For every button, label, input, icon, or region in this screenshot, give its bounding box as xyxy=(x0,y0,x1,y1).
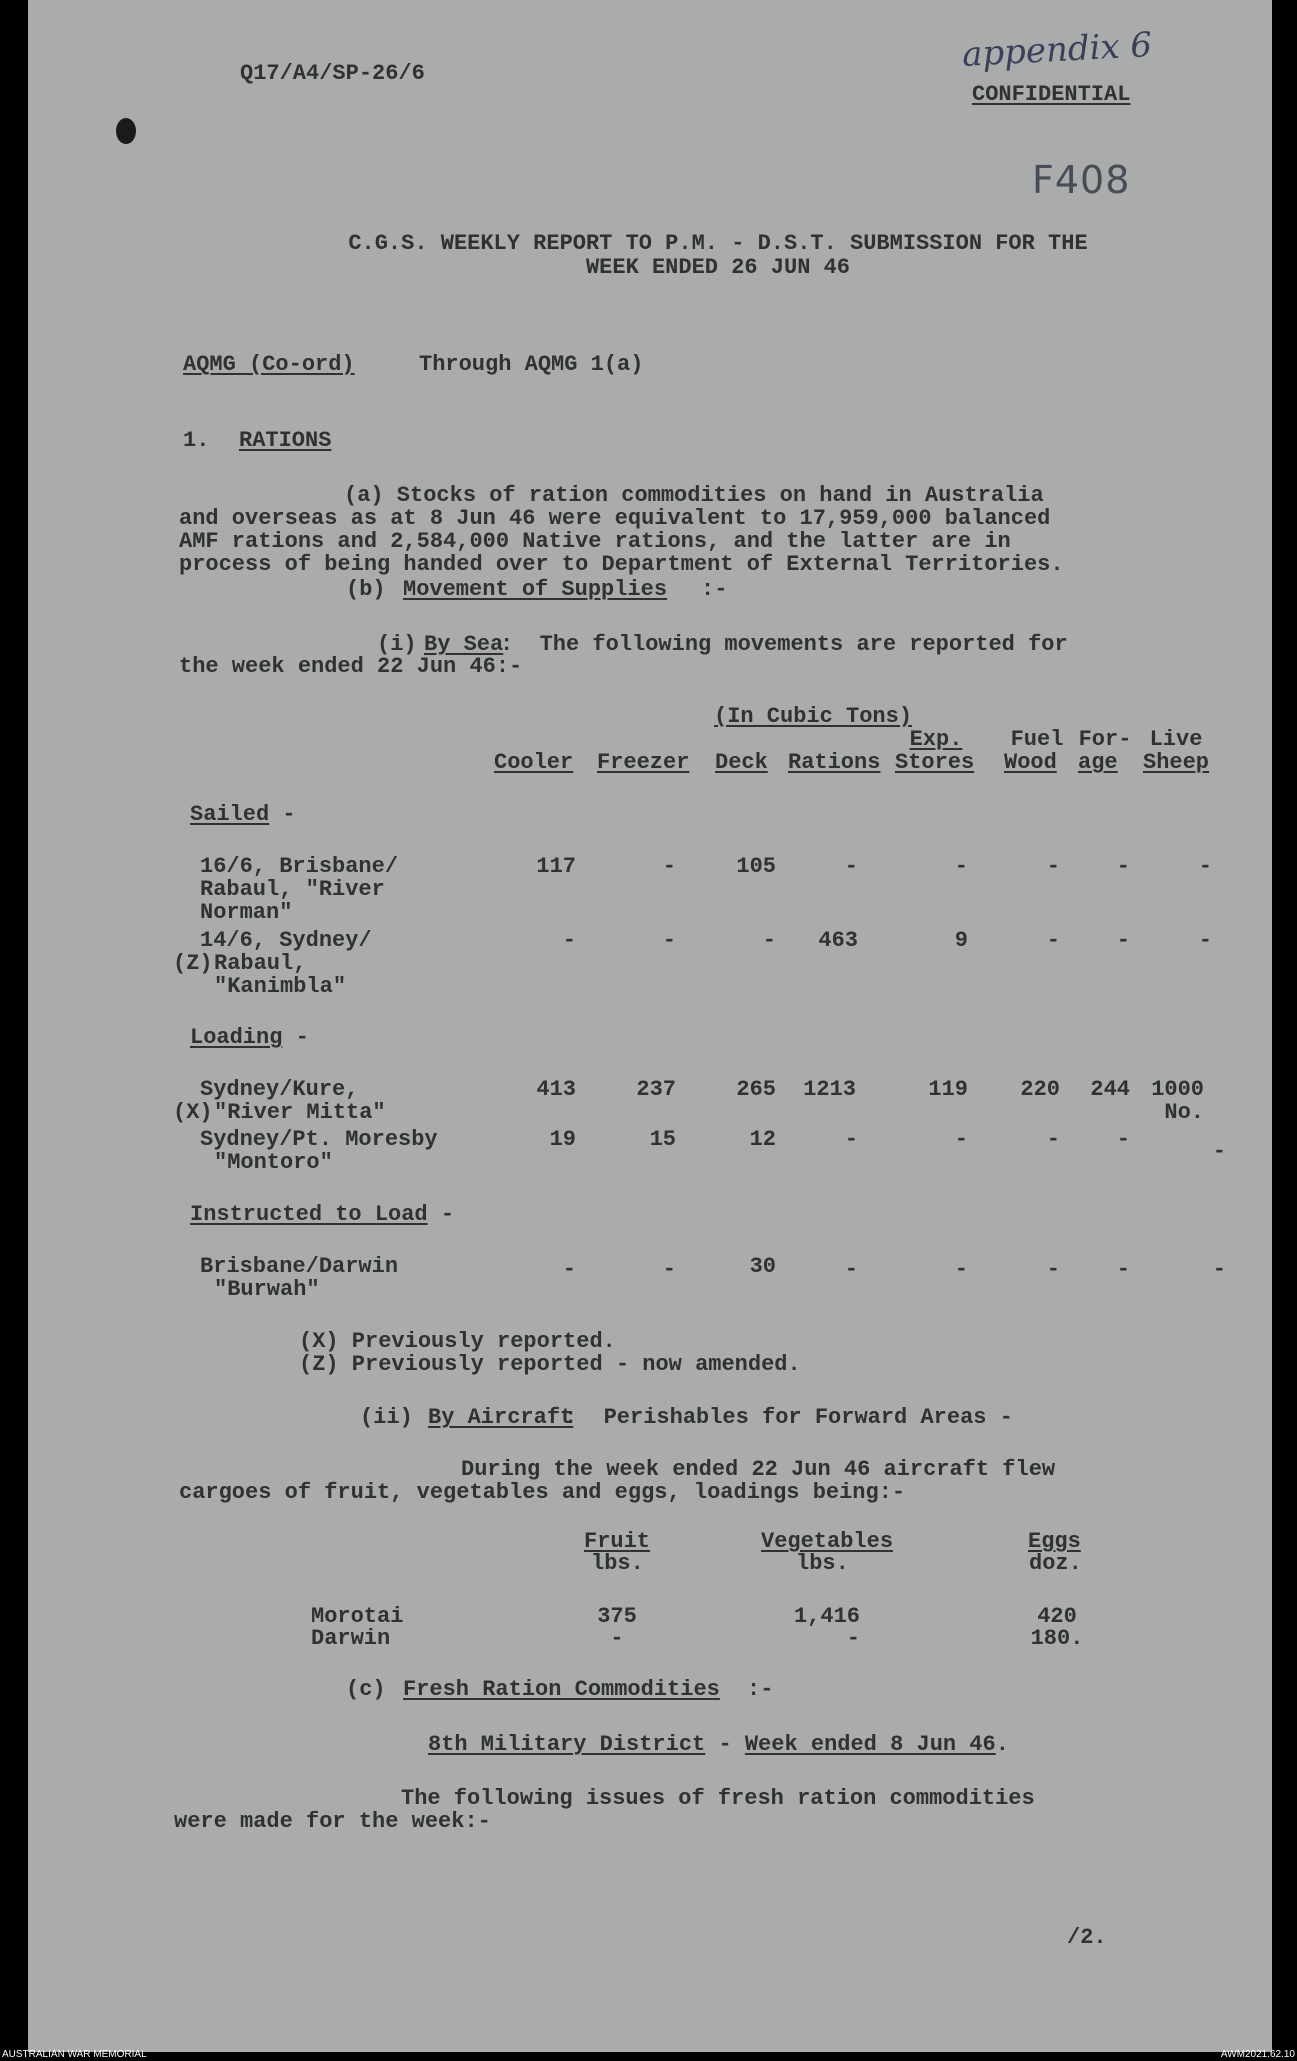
by-air-text: During the week ended 22 Jun 46 aircraft flew xyxy=(461,1457,1056,1482)
column-header: Exp. xyxy=(909,727,963,752)
table-note: (Z) Previously reported - now amended. xyxy=(299,1352,801,1377)
document-page xyxy=(28,0,1272,2052)
footer-source: AUSTRALIAN WAR MEMORIAL xyxy=(2,2049,147,2060)
para-c-heading: Fresh Ration Commodities xyxy=(403,1677,720,1702)
table-cell: 265 xyxy=(736,1077,776,1102)
air-cell: - xyxy=(846,1626,860,1651)
by-air-text: cargoes of fruit, vegetables and eggs, loadings being:- xyxy=(179,1480,906,1505)
report-title-line2: WEEK ENDED 26 JUN 46 xyxy=(585,255,851,280)
column-header: Rations xyxy=(788,750,881,775)
section-heading: RATIONS xyxy=(239,428,332,453)
by-sea-heading: By Sea xyxy=(424,632,504,657)
para-c-suffix: :- xyxy=(747,1677,774,1702)
table-cell: - xyxy=(1198,928,1212,953)
row-label: Rabaul, xyxy=(214,951,307,976)
table-cell: - xyxy=(954,1257,968,1282)
table-cell: - xyxy=(1046,1127,1060,1152)
page-continuation: /2. xyxy=(1067,1925,1107,1950)
row-label: Norman" xyxy=(200,900,293,925)
table-cell: - xyxy=(1212,1139,1226,1164)
table-cell: 1000 xyxy=(1151,1077,1204,1102)
table-cell: 237 xyxy=(636,1077,676,1102)
row-label: "Kanimbla" xyxy=(214,974,347,999)
para-b-heading: Movement of Supplies xyxy=(403,577,668,602)
group-label: Loading - xyxy=(190,1025,309,1050)
row-label: "Burwah" xyxy=(214,1277,320,1302)
air-cell: - xyxy=(610,1626,624,1651)
table-cell: - xyxy=(844,854,858,879)
column-header: age xyxy=(1078,750,1118,775)
row-label: "Montoro" xyxy=(214,1150,333,1175)
by-sea-prefix: (i) xyxy=(377,632,417,657)
column-header: Fuel xyxy=(1010,727,1064,752)
by-sea-text: : The following movements are reported for xyxy=(500,632,1068,657)
branch-label: AQMG (Co-ord) xyxy=(183,352,355,377)
table-cell: 19 xyxy=(549,1127,576,1152)
table-cell: - xyxy=(662,928,676,953)
table-cell: 220 xyxy=(1020,1077,1060,1102)
row-label: Sydney/Pt. Moresby xyxy=(200,1127,438,1152)
file-reference: Q17/A4/SP-26/6 xyxy=(240,61,425,86)
by-air-subject: : Perishables for Forward Areas - xyxy=(564,1405,1013,1430)
para-a-line: and overseas as at 8 Jun 46 were equivalent to 17,959,000 balanced xyxy=(179,506,1051,531)
para-c-text: The following issues of fresh ration commodities xyxy=(401,1786,1035,1811)
by-air-heading: By Aircraft xyxy=(428,1405,574,1430)
group-label: Sailed - xyxy=(190,802,296,827)
table-cell: - xyxy=(844,1257,858,1282)
column-header: Deck xyxy=(715,750,768,775)
table-cell: - xyxy=(1116,1127,1130,1152)
table-cell: 12 xyxy=(749,1127,776,1152)
row-label: Rabaul, "River xyxy=(200,877,385,902)
air-column-unit: lbs. xyxy=(591,1551,644,1576)
table-cell: - xyxy=(662,1257,676,1282)
column-header: For- xyxy=(1078,727,1132,752)
para-a-line: process of being handed over to Department of External Territories. xyxy=(179,552,1064,577)
table-cell: 15 xyxy=(649,1127,676,1152)
column-header: Sheep xyxy=(1143,750,1210,775)
column-header: Live xyxy=(1149,727,1203,752)
row-label: Brisbane/Darwin xyxy=(200,1254,399,1279)
para-b-suffix: :- xyxy=(701,577,728,602)
table-cell: - xyxy=(1116,854,1130,879)
table-note: (X) Previously reported. xyxy=(299,1329,616,1354)
table-cell: 9 xyxy=(954,928,968,953)
para-c-prefix: (c) xyxy=(346,1677,386,1702)
table-cell: - xyxy=(1046,1257,1060,1282)
by-sea-text: the week ended 22 Jun 46:- xyxy=(179,654,523,679)
table-cell: - xyxy=(562,1257,576,1282)
by-air-prefix: (ii) xyxy=(360,1405,413,1430)
classification-label: CONFIDENTIAL xyxy=(972,82,1131,107)
table-cell: - xyxy=(562,928,576,953)
air-column-unit: doz. xyxy=(1029,1551,1082,1576)
air-column-header: Eggs xyxy=(1028,1529,1081,1554)
table-cell: - xyxy=(662,854,676,879)
table-cell: 1213 xyxy=(803,1077,856,1102)
table-cell: 105 xyxy=(736,854,776,879)
row-label: 14/6, Sydney/ xyxy=(200,928,372,953)
air-row-label: Morotai xyxy=(311,1604,404,1629)
district-line: 8th Military District - Week ended 8 Jun 46. xyxy=(428,1732,1009,1757)
row-mark: (Z) xyxy=(173,951,213,976)
table-cell: - xyxy=(1116,1257,1130,1282)
table-cell: 119 xyxy=(928,1077,968,1102)
table-cell: - xyxy=(1046,854,1060,879)
air-row-label: Darwin xyxy=(311,1626,391,1651)
table-cell-unit: No. xyxy=(1164,1100,1204,1125)
table-cell: - xyxy=(954,854,968,879)
column-header: Wood xyxy=(1004,750,1057,775)
section-number: 1. xyxy=(183,428,210,453)
air-cell: 420 xyxy=(1037,1604,1077,1629)
column-header: Stores xyxy=(895,750,975,775)
folio-stamp: F408 xyxy=(1032,158,1131,202)
column-header: Freezer xyxy=(597,750,690,775)
table-cell: 463 xyxy=(818,928,858,953)
row-mark: (X) xyxy=(173,1100,213,1125)
table-cell: - xyxy=(1116,928,1130,953)
ink-blot xyxy=(116,118,136,144)
air-cell: 1,416 xyxy=(793,1604,860,1629)
para-b-prefix: (b) xyxy=(346,577,386,602)
para-a-line: AMF rations and 2,584,000 Native rations, and the latter are in xyxy=(179,529,1011,554)
table-cell: - xyxy=(844,1127,858,1152)
table-cell: - xyxy=(1212,1257,1226,1282)
row-label: 16/6, Brisbane/ xyxy=(200,854,399,879)
table-cell: 244 xyxy=(1090,1077,1130,1102)
through-label: Through AQMG 1(a) xyxy=(419,352,644,377)
column-header: Cooler xyxy=(494,750,574,775)
row-label: "River Mitta" xyxy=(214,1100,386,1125)
table-cell: - xyxy=(762,928,776,953)
air-cell: 180. xyxy=(1030,1626,1084,1651)
table-cell: - xyxy=(1198,854,1212,879)
air-column-unit: lbs. xyxy=(796,1551,849,1576)
table-cell: 30 xyxy=(749,1254,776,1279)
footer-reference: AWM2021.62.10 xyxy=(1220,2049,1295,2060)
air-cell: 375 xyxy=(597,1604,637,1629)
row-label: Sydney/Kure, xyxy=(200,1077,359,1102)
table-cell: - xyxy=(954,1127,968,1152)
para-c-text: were made for the week:- xyxy=(174,1809,491,1834)
table-cell: 413 xyxy=(536,1077,576,1102)
report-title-line1: C.G.S. WEEKLY REPORT TO P.M. - D.S.T. SUBMISSION FOR THE xyxy=(348,231,1088,256)
table-cell: 117 xyxy=(536,854,576,879)
para-a-line: (a) Stocks of ration commodities on hand in Australia xyxy=(344,483,1044,508)
group-label: Instructed to Load - xyxy=(190,1202,455,1227)
table-cell: - xyxy=(1046,928,1060,953)
unit-note: (In Cubic Tons) xyxy=(714,704,913,729)
air-column-header: Fruit xyxy=(584,1529,651,1554)
air-column-header: Vegetables xyxy=(761,1529,894,1554)
handwritten-note: appendix 6 xyxy=(961,25,1153,75)
